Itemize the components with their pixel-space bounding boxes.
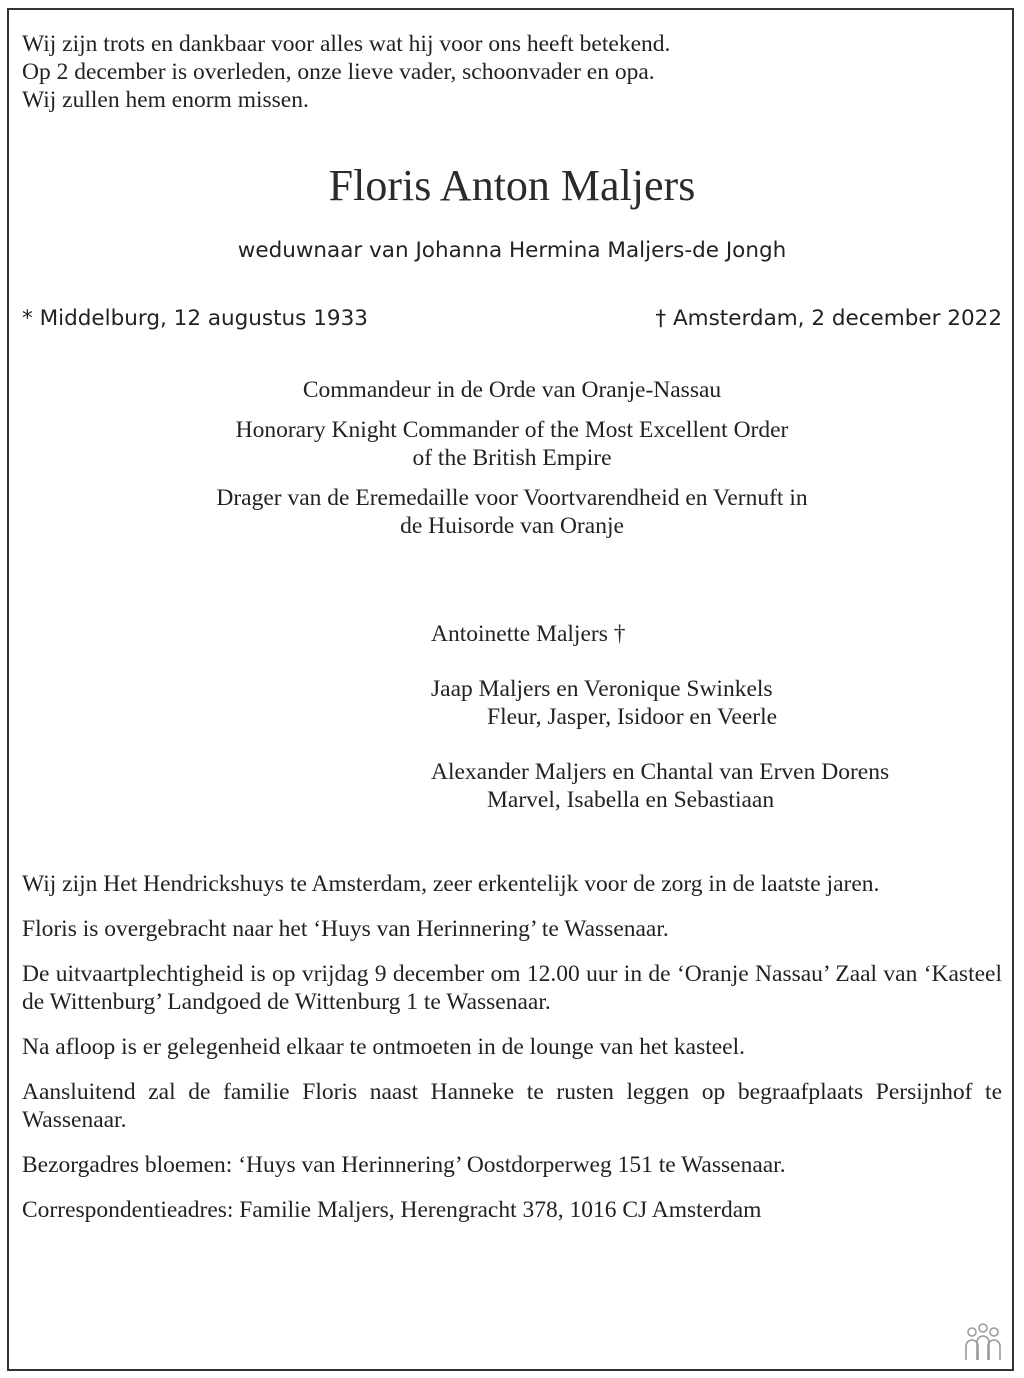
honour-item — [0, 416, 1024, 472]
honour-line: Drager van de Eremedaille voor Voortvarendheid en Vernuft in — [216, 485, 808, 511]
honour-item — [0, 376, 1024, 404]
intro-text — [22, 30, 670, 114]
note-paragraph: Wij zijn Het Hendrickshuys te Amsterdam, zeer erkentelijk voor de zorg in de laatste jaren. — [22, 871, 880, 897]
note-paragraph: Aansluitend zal de familie Floris naast Hanneke te rusten leggen op begraafplaats Persijnhof te Wassenaar. — [22, 1079, 1002, 1133]
honour-line: de Huisorde van Oranje — [400, 513, 624, 539]
intro-line: Wij zijn trots en dankbaar voor alles wat hij voor ons heeft betekend. — [22, 31, 671, 57]
note-paragraph: Bezorgadres bloemen: ‘Huys van Herinnering’ Oostdorperweg 151 te Wassenaar. — [22, 1152, 786, 1178]
family-grandchildren: Fleur, Jasper, Isidoor en Veerle — [487, 704, 778, 730]
family-group — [431, 758, 889, 814]
family-list — [431, 620, 889, 841]
family-group — [431, 675, 889, 731]
family-member: Antoinette Maljers † — [431, 621, 626, 647]
note-paragraph: Na afloop is er gelegenheid elkaar te ontmoeten in de lounge van het kasteel. — [22, 1034, 746, 1060]
note-paragraph: Correspondentieadres: Familie Maljers, Herengracht 378, 1016 CJ Amsterdam — [22, 1197, 762, 1223]
family-grandchildren: Marvel, Isabella en Sebastiaan — [487, 787, 775, 813]
birth-date: * Middelburg, 12 augustus 1933 — [22, 306, 368, 331]
family-figures-icon-svg — [962, 1322, 1004, 1364]
family-member: Jaap Maljers en Veronique Swinkels — [431, 676, 773, 702]
note-paragraph: De uitvaartplechtigheid is op vrijdag 9 december om 12.00 uur in de ‘Oranje Nassau’ Zaal van ‘Kasteel de Wittenburg’ Landgoed de Wittenburg 1 te Wassenaar. — [22, 961, 1002, 1015]
honour-line: Commandeur in de Orde van Oranje-Nassau — [302, 377, 722, 403]
deceased-name: Floris Anton Maljers — [328, 161, 696, 210]
family-member: Alexander Maljers en Chantal van Erven Dorens — [431, 759, 890, 785]
note-paragraph: Floris is overgebracht naar het ‘Huys van Herinnering’ te Wassenaar. — [22, 916, 669, 942]
honour-item — [0, 484, 1024, 540]
death-date: † Amsterdam, 2 december 2022 — [655, 306, 1002, 331]
family-figures-icon — [962, 1322, 1004, 1364]
notes-section — [22, 870, 1002, 1241]
honours-list — [0, 376, 1024, 552]
honour-line: Honorary Knight Commander of the Most Excellent Order — [235, 417, 789, 443]
intro-line: Wij zullen hem enorm missen. — [22, 87, 309, 113]
intro-line: Op 2 december is overleden, onze lieve vader, schoonvader en opa. — [22, 59, 655, 85]
family-group — [431, 620, 889, 648]
deceased-relation: weduwnaar van Johanna Hermina Maljers-de Jongh — [237, 238, 787, 263]
honour-line: of the British Empire — [412, 445, 612, 471]
